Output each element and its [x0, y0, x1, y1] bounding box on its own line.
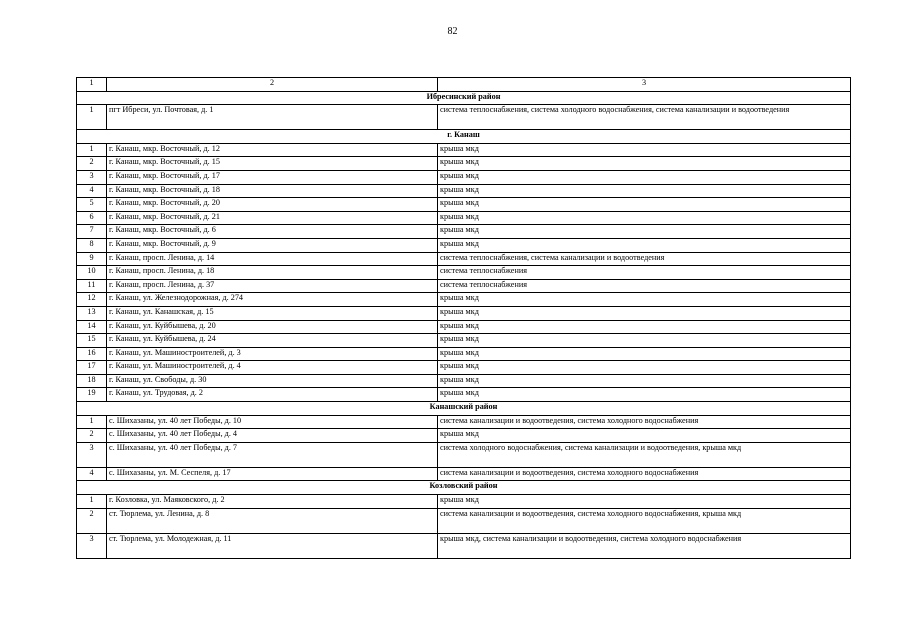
table-row — [77, 306, 851, 320]
row-address: ст. Тюрлема, ул. Ленина, д. 8 — [107, 508, 438, 533]
table-row — [77, 238, 851, 252]
table-row — [77, 143, 851, 157]
row-number: 1 — [77, 495, 107, 509]
table-row — [77, 279, 851, 293]
table-row — [77, 347, 851, 361]
table-row — [77, 105, 851, 130]
row-description: крыша мкд — [438, 429, 851, 443]
table-row — [77, 467, 851, 481]
row-address: с. Шихазаны, ул. 40 лет Победы, д. 10 — [107, 415, 438, 429]
row-description: крыша мкд — [438, 347, 851, 361]
table-row — [77, 157, 851, 171]
row-address: г. Канаш, просп. Ленина, д. 14 — [107, 252, 438, 266]
table-row — [77, 388, 851, 402]
row-number: 3 — [77, 442, 107, 467]
row-description: крыша мкд — [438, 374, 851, 388]
row-number: 5 — [77, 198, 107, 212]
row-number: 2 — [77, 157, 107, 171]
row-description: крыша мкд — [438, 170, 851, 184]
row-number: 9 — [77, 252, 107, 266]
row-description: крыша мкд — [438, 211, 851, 225]
row-number: 1 — [77, 143, 107, 157]
row-number: 4 — [77, 184, 107, 198]
row-address: г. Канаш, ул. Машиностроителей, д. 4 — [107, 361, 438, 375]
row-description: крыша мкд — [438, 293, 851, 307]
row-description: система теплоснабжения — [438, 279, 851, 293]
row-number: 12 — [77, 293, 107, 307]
row-address: г. Канаш, мкр. Восточный, д. 12 — [107, 143, 438, 157]
row-number: 6 — [77, 211, 107, 225]
row-number: 3 — [77, 170, 107, 184]
row-number: 8 — [77, 238, 107, 252]
table-row — [77, 533, 851, 558]
section-row — [77, 402, 851, 416]
row-description: система канализации и водоотведения, система холодного водоснабжения — [438, 415, 851, 429]
row-description: крыша мкд — [438, 361, 851, 375]
table-row — [77, 320, 851, 334]
table-row — [77, 266, 851, 280]
row-address: г. Канаш, ул. Свободы, д. 30 — [107, 374, 438, 388]
row-number: 17 — [77, 361, 107, 375]
row-address: г. Канаш, мкр. Восточный, д. 9 — [107, 238, 438, 252]
row-address: г. Канаш, мкр. Восточный, д. 6 — [107, 225, 438, 239]
row-description: система холодного водоснабжения, система канализации и водоотведения, крыша мкд — [438, 442, 851, 467]
row-number: 14 — [77, 320, 107, 334]
row-description: крыша мкд — [438, 306, 851, 320]
table-body — [77, 78, 851, 559]
row-description: крыша мкд, система канализации и водоотведения, система холодного водоснабжения — [438, 533, 851, 558]
page-number: 82 — [447, 26, 458, 37]
row-description: крыша мкд — [438, 198, 851, 212]
table-row — [77, 334, 851, 348]
row-address: г. Канаш, мкр. Восточный, д. 20 — [107, 198, 438, 212]
table-row — [77, 429, 851, 443]
row-address: г. Канаш, мкр. Восточный, д. 21 — [107, 211, 438, 225]
row-address: г. Канаш, мкр. Восточный, д. 15 — [107, 157, 438, 171]
row-description: система теплоснабжения — [438, 266, 851, 280]
row-address: г. Канаш, просп. Ленина, д. 18 — [107, 266, 438, 280]
row-address: г. Канаш, ул. Куйбышева, д. 24 — [107, 334, 438, 348]
row-number: 11 — [77, 279, 107, 293]
table-row — [77, 184, 851, 198]
row-description: крыша мкд — [438, 388, 851, 402]
row-address: с. Шихазаны, ул. 40 лет Победы, д. 7 — [107, 442, 438, 467]
row-description: крыша мкд — [438, 334, 851, 348]
column-header-description: 3 — [438, 78, 851, 92]
table-row — [77, 225, 851, 239]
section-row — [77, 481, 851, 495]
row-number: 1 — [77, 105, 107, 130]
row-description: крыша мкд — [438, 320, 851, 334]
row-description: система канализации и водоотведения, система холодного водоснабжения, крыша мкд — [438, 508, 851, 533]
row-address: г. Канаш, ул. Трудовая, д. 2 — [107, 388, 438, 402]
column-header-address: 2 — [107, 78, 438, 92]
section-row — [77, 130, 851, 144]
row-address: г. Канаш, ул. Куйбышева, д. 20 — [107, 320, 438, 334]
row-address: г. Канаш, ул. Машиностроителей, д. 3 — [107, 347, 438, 361]
row-number: 1 — [77, 415, 107, 429]
row-address: с. Шихазаны, ул. 40 лет Победы, д. 4 — [107, 429, 438, 443]
row-address: ст. Тюрлема, ул. Молодежная, д. 11 — [107, 533, 438, 558]
row-number: 16 — [77, 347, 107, 361]
row-number: 10 — [77, 266, 107, 280]
objects-table — [76, 77, 851, 559]
row-description: крыша мкд — [438, 143, 851, 157]
table-row — [77, 508, 851, 533]
row-description: крыша мкд — [438, 225, 851, 239]
row-address: г. Канаш, мкр. Восточный, д. 18 — [107, 184, 438, 198]
row-number: 3 — [77, 533, 107, 558]
table-row — [77, 495, 851, 509]
table-row — [77, 374, 851, 388]
row-address: г. Козловка, ул. Маяковского, д. 2 — [107, 495, 438, 509]
row-description: система канализации и водоотведения, система холодного водоснабжения — [438, 467, 851, 481]
row-address: г. Канаш, ул. Железнодорожная, д. 274 — [107, 293, 438, 307]
table-row — [77, 361, 851, 375]
row-number: 15 — [77, 334, 107, 348]
row-description: крыша мкд — [438, 238, 851, 252]
table-row — [77, 198, 851, 212]
row-number: 4 — [77, 467, 107, 481]
section-title: Ибресинский район — [77, 91, 851, 105]
row-address: г. Канаш, просп. Ленина, д. 37 — [107, 279, 438, 293]
row-number: 13 — [77, 306, 107, 320]
table-row — [77, 442, 851, 467]
row-address: пгт Ибреси, ул. Почтовая, д. 1 — [107, 105, 438, 130]
row-description: крыша мкд — [438, 495, 851, 509]
row-description: система теплоснабжения, система канализации и водоотведения — [438, 252, 851, 266]
column-header-number: 1 — [77, 78, 107, 92]
table-row — [77, 170, 851, 184]
row-number: 18 — [77, 374, 107, 388]
row-description: система теплоснабжения, система холодного водоснабжения, система канализации и водоотведения — [438, 105, 851, 130]
section-title: Канашский район — [77, 402, 851, 416]
section-row — [77, 91, 851, 105]
row-address: г. Канаш, мкр. Восточный, д. 17 — [107, 170, 438, 184]
row-description: крыша мкд — [438, 157, 851, 171]
table-row — [77, 211, 851, 225]
row-number: 7 — [77, 225, 107, 239]
section-title: Козловский район — [77, 481, 851, 495]
row-address: г. Канаш, ул. Канашская, д. 15 — [107, 306, 438, 320]
row-address: с. Шихазаны, ул. М. Сеспеля, д. 17 — [107, 467, 438, 481]
table-row — [77, 415, 851, 429]
row-number: 2 — [77, 508, 107, 533]
row-description: крыша мкд — [438, 184, 851, 198]
table-row — [77, 293, 851, 307]
table-row — [77, 252, 851, 266]
table-header-row — [77, 78, 851, 92]
row-number: 19 — [77, 388, 107, 402]
row-number: 2 — [77, 429, 107, 443]
section-title: г. Канаш — [77, 130, 851, 144]
